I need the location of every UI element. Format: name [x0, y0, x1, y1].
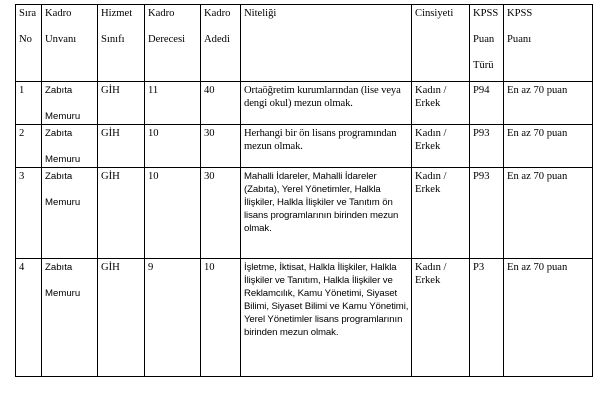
header-puan: KPSS Puanı: [504, 5, 593, 82]
cell-adet: 30: [201, 168, 241, 259]
cell-nitelik: İşletme, İktisat, Halkla İlişkiler, Halkla İlişkiler ve Tanıtım, Halkla İlişkiler ve Reklamcılık, Kamu Yönetimi, Siyaset Bilimi, Siyaset Bilimi ve Kamu Yönetimi, Yerel Yönetimler lisans programlarının birinden mezun olmak.: [241, 259, 412, 377]
kadro-table: [15, 4, 593, 377]
cell-sinif: GİH: [98, 82, 145, 125]
cell-cinsiyet: Kadın / Erkek: [412, 259, 470, 377]
table-row: [16, 125, 593, 168]
header-puan-turu: KPSS Puan Türü: [470, 5, 504, 82]
table-row: [16, 82, 593, 125]
header-nitelik: Niteliği: [241, 5, 412, 82]
cell-unvan: Zabıta Memuru: [42, 82, 98, 125]
cell-unvan: Zabıta Memuru: [42, 168, 98, 259]
cell-no: 4: [16, 259, 42, 377]
header-derece: Kadro Derecesi: [145, 5, 201, 82]
cell-puan-turu: P3: [470, 259, 504, 377]
cell-no: 1: [16, 82, 42, 125]
cell-nitelik: Ortaöğretim kurumlarından (lise veya dengi okul) mezun olmak.: [241, 82, 412, 125]
cell-sinif: GİH: [98, 168, 145, 259]
cell-adet: 10: [201, 259, 241, 377]
cell-nitelik: Herhangi bir ön lisans programından mezun olmak.: [241, 125, 412, 168]
cell-unvan: Zabıta Memuru: [42, 125, 98, 168]
cell-sinif: GİH: [98, 259, 145, 377]
cell-cinsiyet: Kadın / Erkek: [412, 168, 470, 259]
table-row: [16, 168, 593, 259]
header-sira: Sıra No: [16, 5, 42, 82]
cell-puan: En az 70 puan: [504, 125, 593, 168]
header-unvan: Kadro Unvanı: [42, 5, 98, 82]
cell-nitelik: Mahalli İdareler, Mahalli İdareler (Zabıta), Yerel Yönetimler, Halkla İlişkiler, Halkla İlişkiler ve Tanıtım ön lisans programlarının birinden mezun olmak.: [241, 168, 412, 259]
cell-puan-turu: P94: [470, 82, 504, 125]
cell-derece: 10: [145, 125, 201, 168]
cell-cinsiyet: Kadın / Erkek: [412, 125, 470, 168]
cell-derece: 11: [145, 82, 201, 125]
cell-puan: En az 70 puan: [504, 168, 593, 259]
cell-sinif: GİH: [98, 125, 145, 168]
cell-puan-turu: P93: [470, 168, 504, 259]
cell-no: 3: [16, 168, 42, 259]
cell-puan: En az 70 puan: [504, 82, 593, 125]
cell-no: 2: [16, 125, 42, 168]
header-cinsiyet: Cinsiyeti: [412, 5, 470, 82]
table-row: [16, 259, 593, 377]
cell-adet: 30: [201, 125, 241, 168]
cell-adet: 40: [201, 82, 241, 125]
header-adet: Kadro Adedi: [201, 5, 241, 82]
cell-cinsiyet: Kadın / Erkek: [412, 82, 470, 125]
cell-derece: 9: [145, 259, 201, 377]
cell-puan-turu: P93: [470, 125, 504, 168]
cell-puan: En az 70 puan: [504, 259, 593, 377]
header-row: [16, 5, 593, 82]
cell-derece: 10: [145, 168, 201, 259]
cell-unvan: Zabıta Memuru: [42, 259, 98, 377]
header-sinif: Hizmet Sınıfı: [98, 5, 145, 82]
